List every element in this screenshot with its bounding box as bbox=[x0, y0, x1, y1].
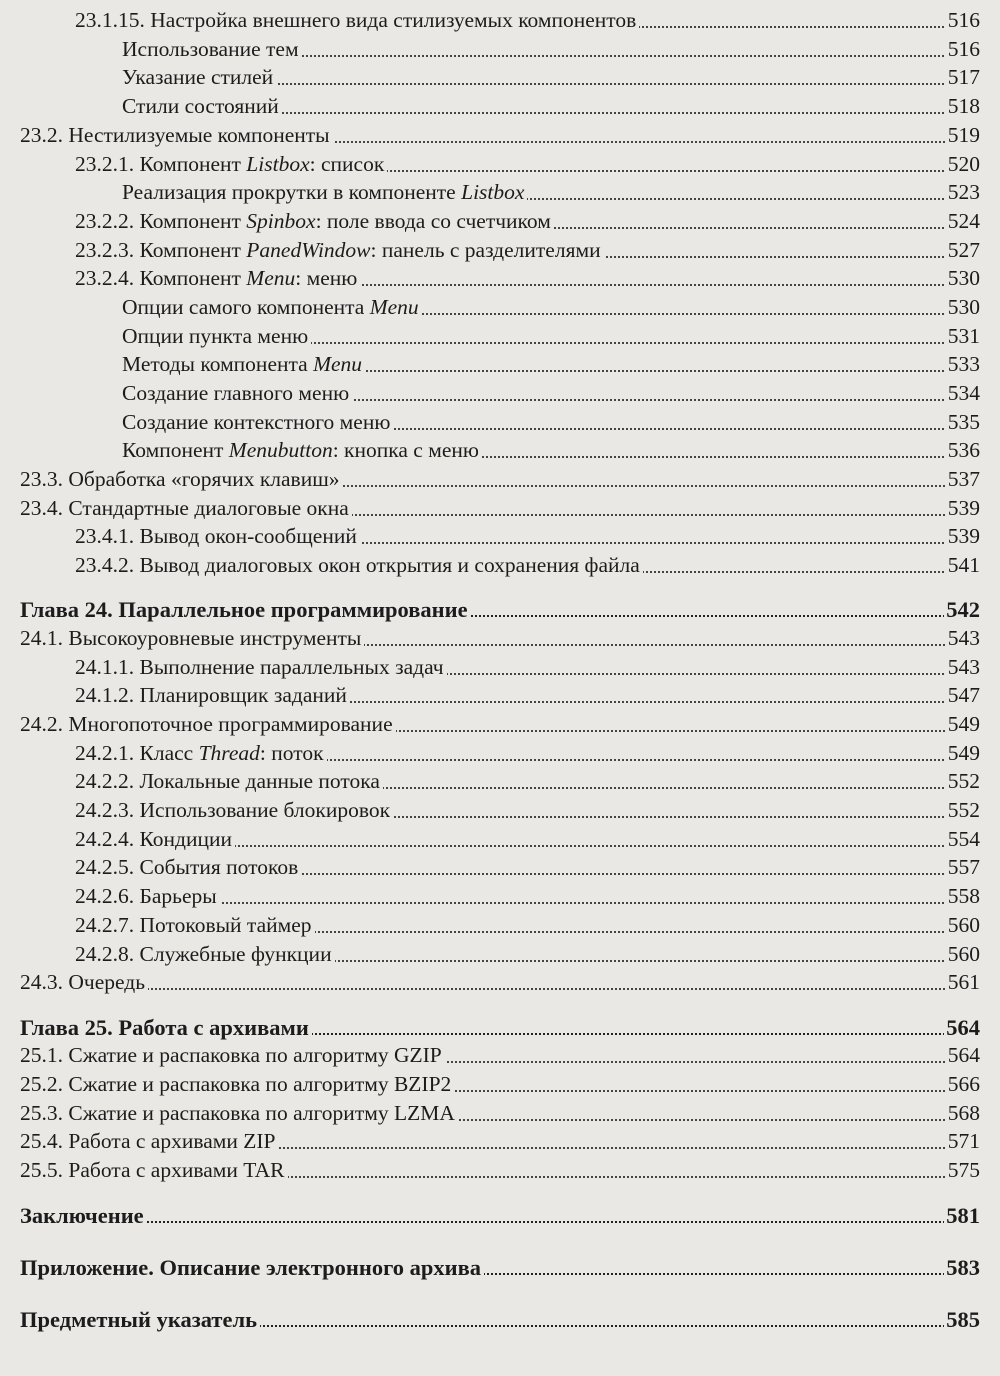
toc-entry bbox=[0, 911, 1000, 940]
toc-entry-title: 24.1. Высокоуровневые инструменты bbox=[20, 624, 364, 653]
toc-entry bbox=[0, 35, 1000, 64]
toc-page-number: 539 bbox=[946, 494, 980, 523]
toc-entry bbox=[0, 653, 1000, 682]
toc-entry-title: 24.1.1. Выполнение параллельных задач bbox=[75, 653, 447, 682]
toc-entry bbox=[0, 825, 1000, 854]
toc-page-number: 520 bbox=[946, 150, 980, 179]
toc-entry bbox=[0, 882, 1000, 911]
toc-page-number: 533 bbox=[946, 350, 980, 379]
toc-entry-title: Заключение bbox=[20, 1201, 147, 1230]
toc-page-number: 552 bbox=[946, 767, 980, 796]
toc-page-number: 536 bbox=[946, 436, 980, 465]
toc-entry-title: Предметный указатель bbox=[20, 1305, 260, 1334]
toc-entry-title: Реализация прокрутки в компоненте Listbox bbox=[122, 178, 527, 207]
toc-entry-title: 23.2.2. Компонент Spinbox: поле ввода со счетчиком bbox=[75, 207, 554, 236]
toc-entry-title: Компонент Menubutton: кнопка с меню bbox=[122, 436, 482, 465]
toc-page-number: 571 bbox=[946, 1127, 980, 1156]
toc-entry-title: Глава 24. Параллельное программирование bbox=[20, 595, 471, 624]
toc-entry-title: Использование тем bbox=[122, 35, 302, 64]
toc-entry bbox=[0, 522, 1000, 551]
toc-chapter-entry bbox=[0, 1253, 1000, 1282]
toc-entry-title: 24.3. Очередь bbox=[20, 968, 148, 997]
toc-page-number: 543 bbox=[946, 653, 980, 682]
toc-page-number: 581 bbox=[946, 1203, 980, 1228]
toc-page-number: 542 bbox=[946, 597, 980, 622]
toc-page-number: 519 bbox=[946, 121, 980, 150]
toc-entry-title: 24.1.2. Планировщик заданий bbox=[75, 681, 350, 710]
toc-entry bbox=[0, 264, 1000, 293]
toc-entry-title: Приложение. Описание электронного архива bbox=[20, 1253, 484, 1282]
toc-entry-title: Методы компонента Menu bbox=[122, 350, 365, 379]
toc-chapter-entry bbox=[0, 1305, 1000, 1334]
toc-entry-title: 23.2.4. Компонент Menu: меню bbox=[75, 264, 360, 293]
toc-entry bbox=[0, 150, 1000, 179]
toc-entry-title: Стили состояний bbox=[122, 92, 282, 121]
toc-entry-title: 23.4. Стандартные диалоговые окна bbox=[20, 494, 352, 523]
toc-entry-title: 24.2.7. Потоковый таймер bbox=[75, 911, 315, 940]
toc-page-number: 537 bbox=[946, 465, 980, 494]
toc-page-number: 524 bbox=[946, 207, 980, 236]
toc-entry bbox=[0, 739, 1000, 768]
toc-entry bbox=[0, 940, 1000, 969]
toc-entry bbox=[0, 322, 1000, 351]
toc-entry bbox=[0, 236, 1000, 265]
toc-entry bbox=[0, 379, 1000, 408]
toc-entry-title: 23.2. Нестилизуемые компоненты bbox=[20, 121, 333, 150]
toc-entry-title: 23.2.1. Компонент Listbox: список bbox=[75, 150, 387, 179]
toc-page-number: 585 bbox=[946, 1307, 980, 1332]
toc-page-number: 564 bbox=[946, 1041, 980, 1070]
toc-entry bbox=[0, 494, 1000, 523]
toc-entry bbox=[0, 465, 1000, 494]
toc-entry-title: Опции самого компонента Menu bbox=[122, 293, 422, 322]
toc-entry bbox=[0, 408, 1000, 437]
toc-entry-title: 23.3. Обработка «горячих клавиш» bbox=[20, 465, 343, 494]
toc-entry bbox=[0, 796, 1000, 825]
toc-page-number: 560 bbox=[946, 940, 980, 969]
toc-page-number: 561 bbox=[946, 968, 980, 997]
toc-entry-title: 25.5. Работа с архивами TAR bbox=[20, 1156, 288, 1185]
toc-page-number: 560 bbox=[946, 911, 980, 940]
toc-entry bbox=[0, 968, 1000, 997]
toc-entry-title: Создание главного меню bbox=[122, 379, 352, 408]
toc-page-number: 530 bbox=[946, 264, 980, 293]
toc-entry-title: 24.2.3. Использование блокировок bbox=[75, 796, 393, 825]
toc-page-number: 552 bbox=[946, 796, 980, 825]
toc-page-number: 547 bbox=[946, 681, 980, 710]
toc-entry-title: 24.2.4. Кондиции bbox=[75, 825, 235, 854]
toc-page-number: 583 bbox=[946, 1255, 980, 1280]
toc-entry-title: 25.3. Сжатие и распаковка по алгоритму LZMA bbox=[20, 1099, 458, 1128]
toc-entry bbox=[0, 853, 1000, 882]
toc-page-number: 531 bbox=[946, 322, 980, 351]
toc-entry bbox=[0, 63, 1000, 92]
toc-chapter-entry bbox=[0, 595, 1000, 624]
toc-entry bbox=[0, 1127, 1000, 1156]
toc-page-number: 534 bbox=[946, 379, 980, 408]
dot-leader bbox=[20, 988, 976, 990]
toc-entry bbox=[0, 710, 1000, 739]
toc-entry-title: 23.1.15. Настройка внешнего вида стилизуемых компонентов bbox=[75, 6, 639, 35]
toc-page-number: 523 bbox=[946, 178, 980, 207]
toc-entry-title: 25.2. Сжатие и распаковка по алгоритму BZIP2 bbox=[20, 1070, 454, 1099]
toc-entry bbox=[0, 121, 1000, 150]
toc-page-number: 564 bbox=[946, 1015, 980, 1040]
toc-entry bbox=[0, 1070, 1000, 1099]
toc-entry-title: 25.4. Работа с архивами ZIP bbox=[20, 1127, 278, 1156]
toc-page-number: 517 bbox=[946, 63, 980, 92]
dot-leader bbox=[20, 1221, 976, 1223]
toc-page-number: 549 bbox=[946, 710, 980, 739]
toc-chapter-entry bbox=[0, 1201, 1000, 1230]
toc-entry bbox=[0, 1099, 1000, 1128]
toc-entry-title: 23.4.1. Вывод окон-сообщений bbox=[75, 522, 360, 551]
toc-entry bbox=[0, 92, 1000, 121]
toc-page-number: 518 bbox=[946, 92, 980, 121]
toc-page-number: 568 bbox=[946, 1099, 980, 1128]
toc-entry bbox=[0, 350, 1000, 379]
toc-entry bbox=[0, 293, 1000, 322]
toc-page-number: 535 bbox=[946, 408, 980, 437]
toc-page-number: 516 bbox=[946, 6, 980, 35]
toc-page-number: 566 bbox=[946, 1070, 980, 1099]
toc-page-number: 549 bbox=[946, 739, 980, 768]
toc-entry-title: Глава 25. Работа с архивами bbox=[20, 1013, 312, 1042]
toc-entry-title: 25.1. Сжатие и распаковка по алгоритму GZIP bbox=[20, 1041, 445, 1070]
toc-page-number: 541 bbox=[946, 551, 980, 580]
toc-entry-title: 24.2. Многопоточное программирование bbox=[20, 710, 396, 739]
toc-entry-title: 23.2.3. Компонент PanedWindow: панель с разделителями bbox=[75, 236, 604, 265]
toc-entry bbox=[0, 207, 1000, 236]
toc-page-number: 557 bbox=[946, 853, 980, 882]
toc-entry-title: 24.2.6. Барьеры bbox=[75, 882, 220, 911]
toc-page-number: 527 bbox=[946, 236, 980, 265]
toc-entry bbox=[0, 681, 1000, 710]
toc-entry bbox=[0, 624, 1000, 653]
toc-entry-title: Создание контекстного меню bbox=[122, 408, 393, 437]
toc-page-number: 516 bbox=[946, 35, 980, 64]
toc-entry bbox=[0, 6, 1000, 35]
toc-entry bbox=[0, 178, 1000, 207]
toc-page-number: 530 bbox=[946, 293, 980, 322]
toc-entry-title: Опции пункта меню bbox=[122, 322, 311, 351]
toc-entry bbox=[0, 767, 1000, 796]
toc-chapter-entry bbox=[0, 1013, 1000, 1042]
toc-entry bbox=[0, 436, 1000, 465]
toc-entry-title: 24.2.1. Класс Thread: поток bbox=[75, 739, 327, 768]
toc-entry bbox=[0, 1041, 1000, 1070]
toc-page-number: 543 bbox=[946, 624, 980, 653]
toc-entry-title: 24.2.5. События потоков bbox=[75, 853, 301, 882]
toc-entry-title: 24.2.8. Служебные функции bbox=[75, 940, 335, 969]
toc-entry bbox=[0, 551, 1000, 580]
toc-entry-title: 23.4.2. Вывод диалоговых окон открытия и сохранения файла bbox=[75, 551, 643, 580]
toc-entry-title: Указание стилей bbox=[122, 63, 276, 92]
toc-page-number: 554 bbox=[946, 825, 980, 854]
toc-page-number: 575 bbox=[946, 1156, 980, 1185]
toc-entry-title: 24.2.2. Локальные данные потока bbox=[75, 767, 383, 796]
toc-entry bbox=[0, 1156, 1000, 1185]
toc-page-number: 539 bbox=[946, 522, 980, 551]
toc-page-number: 558 bbox=[946, 882, 980, 911]
